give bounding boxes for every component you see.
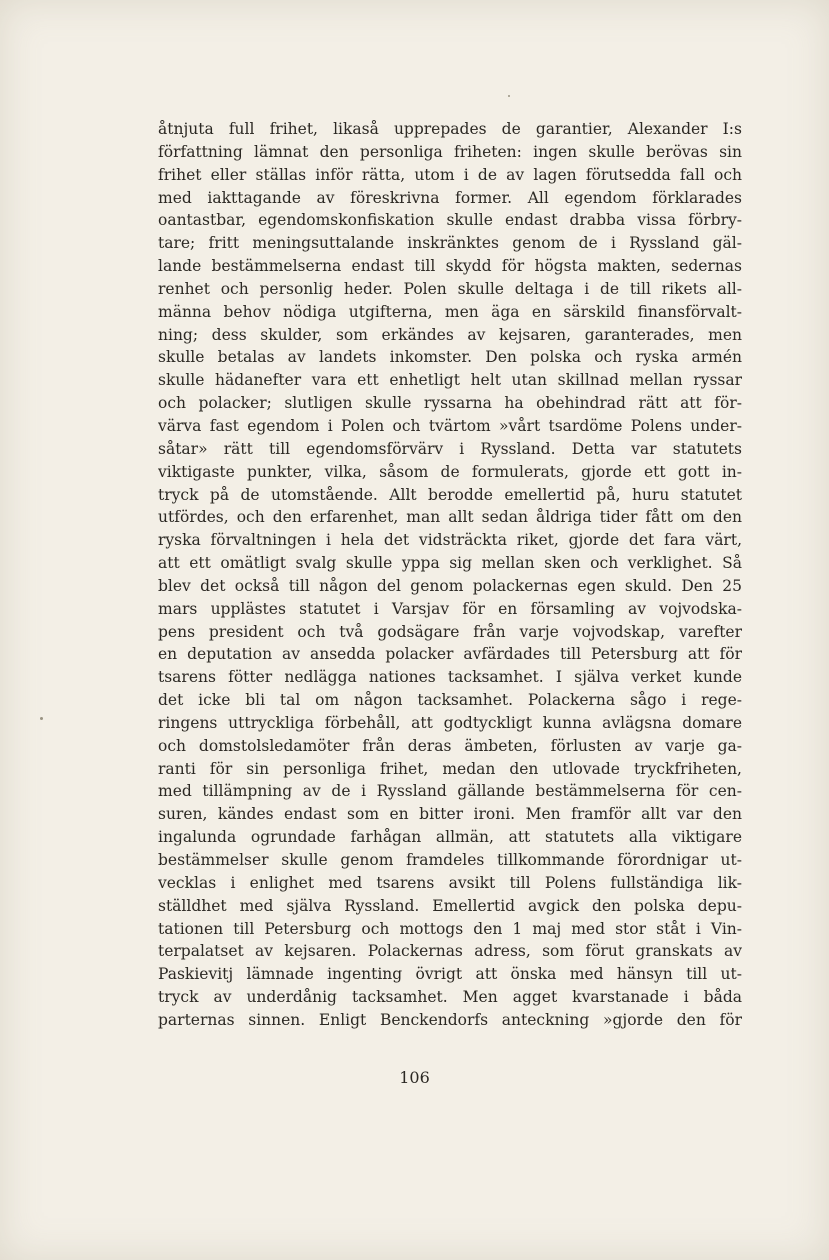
text-line: lande bestämmelserna endast till skydd för högsta makten, sedernas [158, 257, 742, 276]
text-line: blev det också till någon del genom polackernas egen skuld. Den 25 [158, 576, 742, 595]
text-line: skulle betalas av landets inkomster. Den polska och ryska armén [158, 348, 742, 367]
text-line: ning; dess skulder, som erkändes av kejsaren, garanterades, men [158, 325, 742, 344]
text-line: tryck på de utomstående. Allt berodde emellertid på, huru statutet [158, 485, 742, 504]
text-line: renhet och personlig heder. Polen skulle deltaga i de till rikets all- [158, 279, 742, 298]
text-line: männa behov nödiga utgifterna, men äga en särskild finansförvalt- [158, 302, 742, 321]
text-line: skulle hädanefter vara ett enhetligt helt utan skillnad mellan ryssar [158, 371, 742, 390]
page-number: 106 [399, 1068, 430, 1087]
text-line: med iakttagande av föreskrivna former. All egendom förklarades [158, 188, 742, 207]
text-line: Paskievitj lämnade ingenting övrigt att önska med hänsyn till ut- [158, 965, 742, 984]
text-line: det icke bli tal om någon tacksamhet. Polackerna sågo i rege- [158, 691, 742, 710]
text-line: och polacker; slutligen skulle ryssarna ha obehindrad rätt att för- [158, 394, 742, 413]
text-line: terpalatset av kejsaren. Polackernas adress, som förut granskats av [158, 942, 742, 961]
text-line: tare; fritt meningsuttalande inskränktes genom de i Ryssland gäl- [158, 234, 742, 253]
paper-speck [40, 717, 43, 720]
text-line: ryska förvaltningen i hela det vidsträckta riket, gjorde det fara värt, [158, 531, 742, 550]
text-line: viktigaste punkter, vilka, såsom de formulerats, gjorde ett gott in- [158, 462, 742, 481]
text-line: en deputation av ansedda polacker avfärdades till Petersburg att för [158, 645, 742, 664]
text-line: ingalunda ogrundade farhågan allmän, att statutets alla viktigare [158, 828, 742, 847]
text-line: med tillämpning av de i Ryssland gällande bestämmelserna för cen- [158, 782, 742, 801]
text-line: tationen till Petersburg och mottogs den 1 maj med stor ståt i Vin- [158, 919, 742, 938]
text-line: författning lämnat den personliga friheten: ingen skulle berövas sin [158, 142, 742, 161]
text-line: oantastbar, egendomskonfiskation skulle endast drabba vissa förbry- [158, 211, 742, 230]
text-line: värva fast egendom i Polen och tvärtom »vårt tsardöme Polens under- [158, 416, 742, 435]
paper-speck [508, 95, 510, 97]
text-line: suren, kändes endast som en bitter ironi. Men framför allt var den [158, 805, 742, 824]
text-line: att ett omätligt svalg skulle yppa sig mellan sken och verklighet. Så [158, 554, 742, 573]
text-line: ställdhet med själva Ryssland. Emellertid avgick den polska depu- [158, 896, 742, 915]
text-line: frihet eller ställas inför rätta, utom i de av lagen förutsedda fall och [158, 165, 742, 184]
text-line: åtnjuta full frihet, likaså upprepades de garantier, Alexander I:s [158, 120, 742, 138]
text-line: tryck av underdånig tacksamhet. Men agget kvarstanade i båda [158, 988, 742, 1007]
text-line: pens president och två godsägare från varje vojvodskap, varefter [158, 622, 742, 641]
text-line: mars upplästes statutet i Varsjav för en församling av vojvodska- [158, 599, 742, 618]
text-line: ringens uttryckliga förbehåll, att godtyckligt kunna avlägsna domare [158, 713, 742, 732]
text-line: utfördes, och den erfarenhet, man allt sedan åldriga tider fått om den [158, 508, 742, 527]
text-line: parternas sinnen. Enligt Benckendorfs anteckning »gjorde den för [158, 1010, 742, 1029]
text-line: bestämmelser skulle genom framdeles tillkommande förordnigar ut- [158, 851, 742, 869]
body-text [158, 118, 742, 1032]
text-line: tsarens fötter nedlägga nationes tacksamhet. I själva verket kunde [158, 668, 742, 687]
text-line: vecklas i enlighet med tsarens avsikt till Polens fullständiga lik- [158, 873, 742, 892]
text-line: och domstolsledamöter från deras ämbeten, förlusten av varje ga- [158, 736, 742, 755]
text-line: såtar» rätt till egendomsförvärv i Ryssland. Detta var statutets [158, 439, 742, 458]
text-line: ranti för sin personliga frihet, medan den utlovade tryckfriheten, [158, 759, 742, 778]
